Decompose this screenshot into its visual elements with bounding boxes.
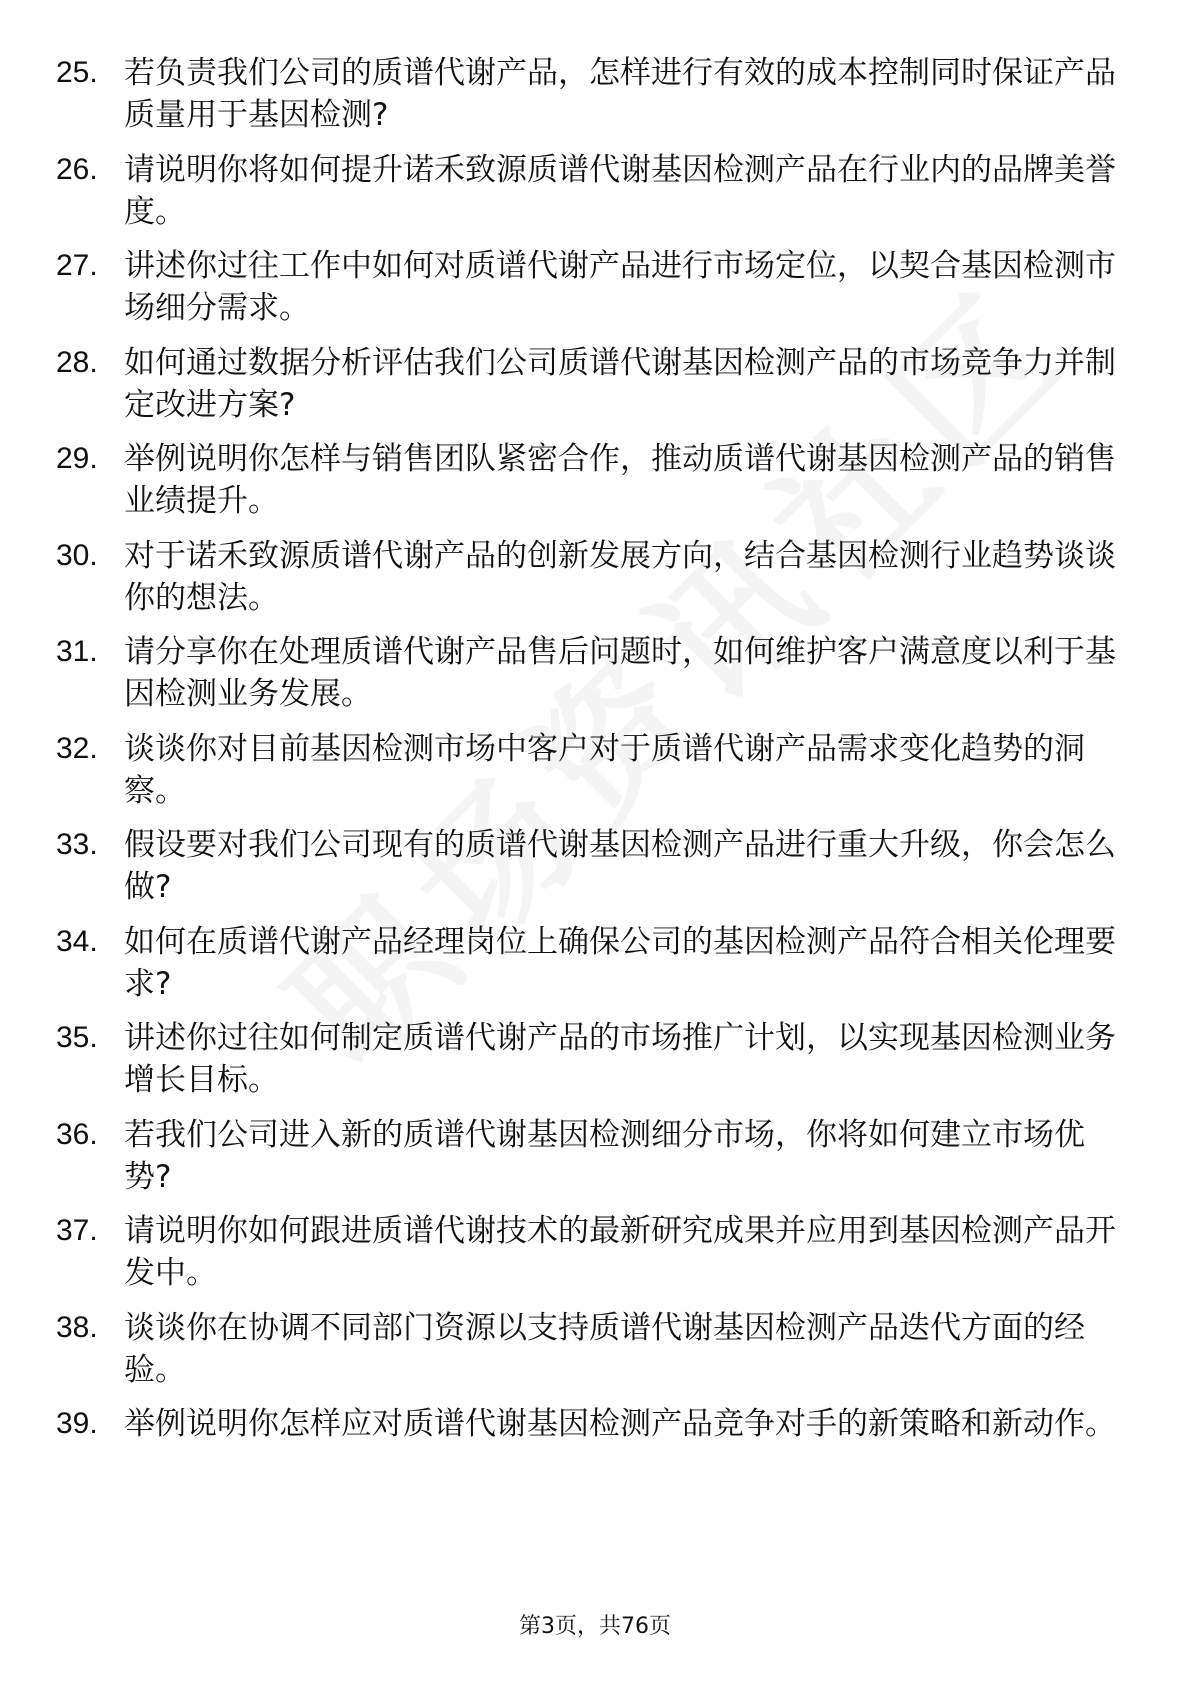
question-number: 25. [56, 56, 98, 89]
question-item [0, 1307, 1190, 1404]
question-item [0, 631, 1190, 728]
question-item [0, 438, 1190, 535]
question-number: 31. [56, 635, 98, 668]
question-number: 27. [56, 249, 98, 282]
page-footer [0, 1612, 1190, 1642]
question-text: 请分享你在处理质谱代谢产品售后问题时，如何维护客户满意度以利于基因检测业务发展。 [124, 634, 1116, 712]
question-text: 如何通过数据分析评估我们公司质谱代谢基因检测产品的市场竞争力并制定改进方案? [124, 344, 1116, 423]
question-number: 37. [56, 1214, 98, 1247]
question-number: 28. [56, 345, 98, 379]
question-text: 假设要对我们公司现有的质谱代谢基因检测产品进行重大升级，你会怎么做? [124, 827, 1116, 905]
question-number: 34. [56, 924, 98, 958]
question-number: 39. [56, 1407, 98, 1440]
question-item [0, 52, 1190, 149]
question-text: 举例说明你怎样应对质谱代谢基因检测产品竞争对手的新策略和新动作。 [124, 1406, 1116, 1442]
question-text: 若我们公司进入新的质谱代谢基因检测细分市场，你将如何建立市场优势? [124, 1116, 1085, 1195]
question-number: 32. [56, 731, 98, 765]
question-item [0, 1403, 1190, 1500]
question-text: 讲述你过往工作中如何对质谱代谢产品进行市场定位，以契合基因检测市场细分需求。 [124, 248, 1116, 326]
question-text: 请说明你如何跟进质谱代谢技术的最新研究成果并应用到基因检测产品开发中。 [124, 1213, 1116, 1291]
page-number: 第3页，共76页 [519, 1614, 671, 1639]
question-item [0, 245, 1190, 342]
question-number: 36. [56, 1117, 98, 1151]
question-text: 谈谈你对目前基因检测市场中客户对于质谱代谢产品需求变化趋势的洞察。 [124, 730, 1085, 809]
question-text: 谈谈你在协调不同部门资源以支持质谱代谢基因检测产品迭代方面的经验。 [124, 1309, 1085, 1388]
question-text: 如何在质谱代谢产品经理岗位上确保公司的基因检测产品符合相关伦理要求? [124, 923, 1116, 1002]
question-number: 29. [56, 442, 98, 475]
question-item [0, 342, 1190, 439]
question-number: 26. [56, 152, 98, 186]
question-item [0, 824, 1190, 921]
question-item [0, 149, 1190, 246]
question-item [0, 1017, 1190, 1114]
question-text: 讲述你过往如何制定质谱代谢产品的市场推广计划，以实现基因检测业务增长目标。 [124, 1020, 1116, 1098]
question-text: 若负责我们公司的质谱代谢产品，怎样进行有效的成本控制同时保证产品质量用于基因检测? [124, 55, 1116, 133]
question-item [0, 535, 1190, 632]
question-text: 对于诺禾致源质谱代谢产品的创新发展方向，结合基因检测行业趋势谈谈你的想法。 [124, 537, 1116, 616]
question-number: 35. [56, 1021, 98, 1054]
question-list [0, 52, 1190, 1500]
question-number: 33. [56, 828, 98, 861]
question-text: 请说明你将如何提升诺禾致源质谱代谢基因检测产品在行业内的品牌美誉度。 [124, 151, 1116, 230]
question-item [0, 921, 1190, 1018]
question-number: 30. [56, 538, 98, 572]
question-text: 举例说明你怎样与销售团队紧密合作，推动质谱代谢基因检测产品的销售业绩提升。 [124, 441, 1116, 519]
question-item [0, 1210, 1190, 1307]
question-item [0, 1114, 1190, 1211]
question-number: 38. [56, 1310, 98, 1344]
question-item [0, 728, 1190, 825]
